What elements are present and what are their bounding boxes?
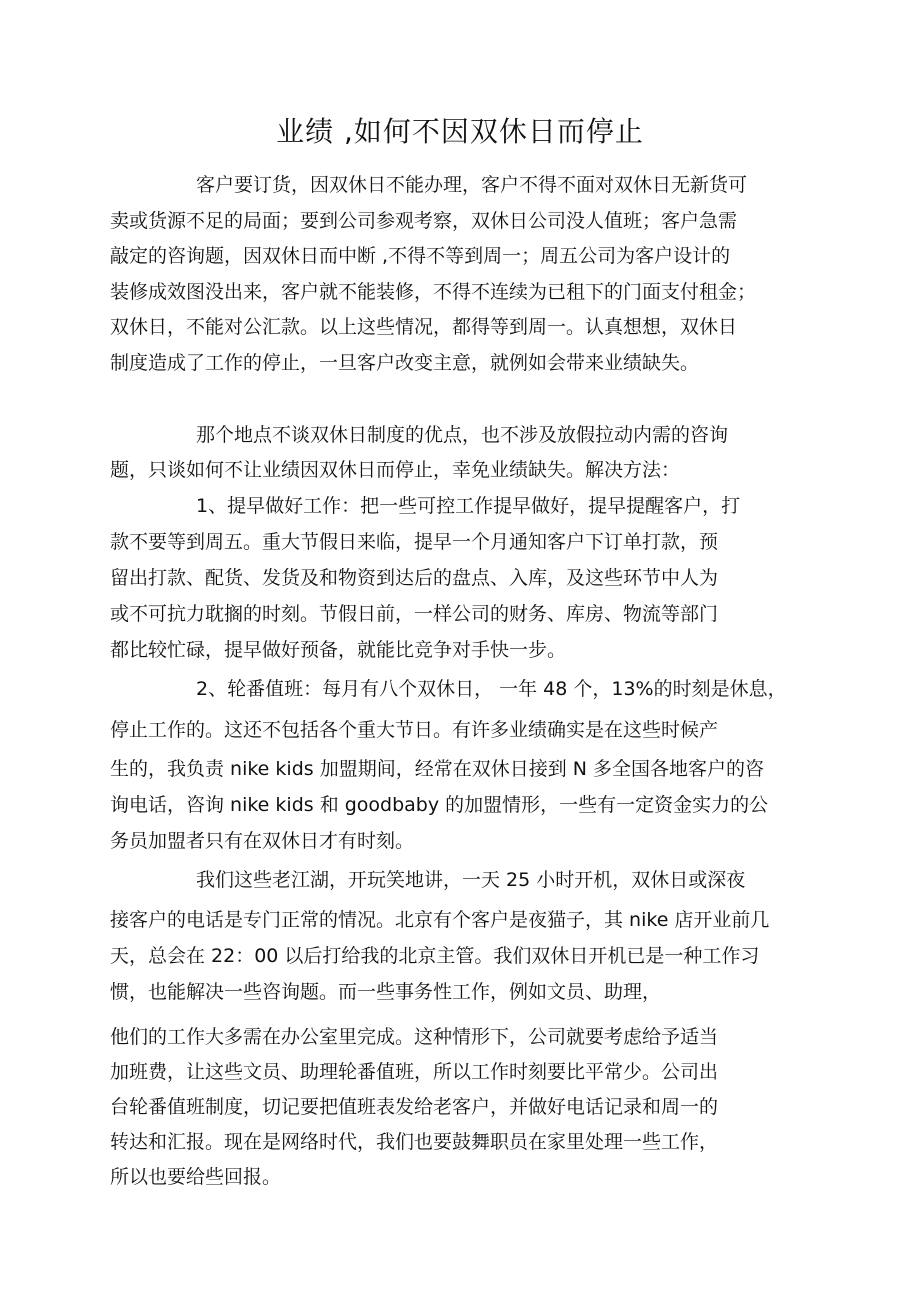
paragraph-line: 生的，我负责 nike kids 加盟期间，经常在双休日接到 N 多全国各地客户的咨 xyxy=(110,758,764,780)
paragraph-line: 卖或货源不足的局面；要到公司参观考察，双休日公司没人值班；客户急需 xyxy=(110,210,738,232)
paragraph-line: 1、提早做好工作：把一些可控工作提早做好，提早提醒客户，打 xyxy=(196,495,741,517)
paragraph-line: 敲定的咨询题，因双休日而中断 ,不得不等到周一；周五公司为客户设计的 xyxy=(110,245,731,267)
paragraph-line: 接客户的电话是专门正常的情况。北京有个客户是夜猫子，其 nike 店开业前几 xyxy=(110,909,770,931)
paragraph-line: 题，只谈如何不让业绩因双休日而停止，幸免业绩缺失。解决方法： xyxy=(110,459,681,481)
paragraph-line: 询电话，咨询 nike kids 和 goodbaby 的加盟情形，一些有一定资金实力的公 xyxy=(110,794,769,816)
paragraph-line: 那个地点不谈双休日制度的优点，也不涉及放假拉动内需的咨询 xyxy=(196,424,729,446)
paragraph-line: 2、轮番值班：每月有八个双休日， 一年 48 个，13%的时刻是休息， xyxy=(196,678,787,700)
paragraph-line: 停止工作的。这还不包括各个重大节日。有许多业绩确实是在这些时候产 xyxy=(110,719,719,741)
paragraph-line: 客户要订货，因双休日不能办理，客户不得不面对双休日无新货可 xyxy=(196,174,748,196)
paragraph-line: 天，总会在 22：00 以后打给我的北京主管。我们双休日开机已是一种工作习 xyxy=(110,945,760,967)
paragraph-line: 加班费，让这些文员、助理轮番值班，所以工作时刻要比平常少。公司出 xyxy=(110,1061,719,1083)
paragraph-line: 装修成效图没出来，客户就不能装修，不得不连续为已租下的门面支付租金； xyxy=(110,281,757,303)
paragraph-line: 我们这些老江湖，开玩笑地讲，一天 25 小时开机，双休日或深夜 xyxy=(196,869,746,891)
paragraph-line: 都比较忙碌，提早做好预备，就能比竞争对手快一步。 xyxy=(110,639,567,661)
paragraph-line: 惯，也能解决一些咨询题。而一些事务性工作，例如文员、助理， xyxy=(110,981,662,1003)
paragraph-line: 双休日，不能对公汇款。以上这些情况，都得等到周一。认真想想，双休日 xyxy=(110,316,738,338)
paragraph-line: 转达和汇报。现在是网络时代，我们也要鼓舞职员在家里处理一些工作， xyxy=(110,1131,719,1153)
paragraph-line: 款不要等到周五。重大节假日来临，提早一个月通知客户下订单打款，预 xyxy=(110,531,719,553)
paragraph-line: 务员加盟者只有在双休日才有时刻。 xyxy=(110,830,415,852)
paragraph-line: 或不可抗力耽搁的时刻。节假日前，一样公司的财务、库房、物流等部门 xyxy=(110,603,719,625)
document-title: 业绩 ,如何不因双休日而停止 xyxy=(276,115,644,148)
paragraph-line: 台轮番值班制度，切记要把值班表发给老客户，并做好电话记录和周一的 xyxy=(110,1096,719,1118)
paragraph-line: 所以也要给些回报。 xyxy=(110,1166,282,1188)
paragraph-line: 留出打款、配货、发货及和物资到达后的盘点、入库，及这些环节中人为 xyxy=(110,567,719,589)
paragraph-line: 制度造成了工作的停止，一旦客户改变主意，就例如会带来业绩缺失。 xyxy=(110,352,700,374)
paragraph-line: 他们的工作大多需在办公室里完成。这种情形下，公司就要考虑给予适当 xyxy=(110,1026,719,1048)
